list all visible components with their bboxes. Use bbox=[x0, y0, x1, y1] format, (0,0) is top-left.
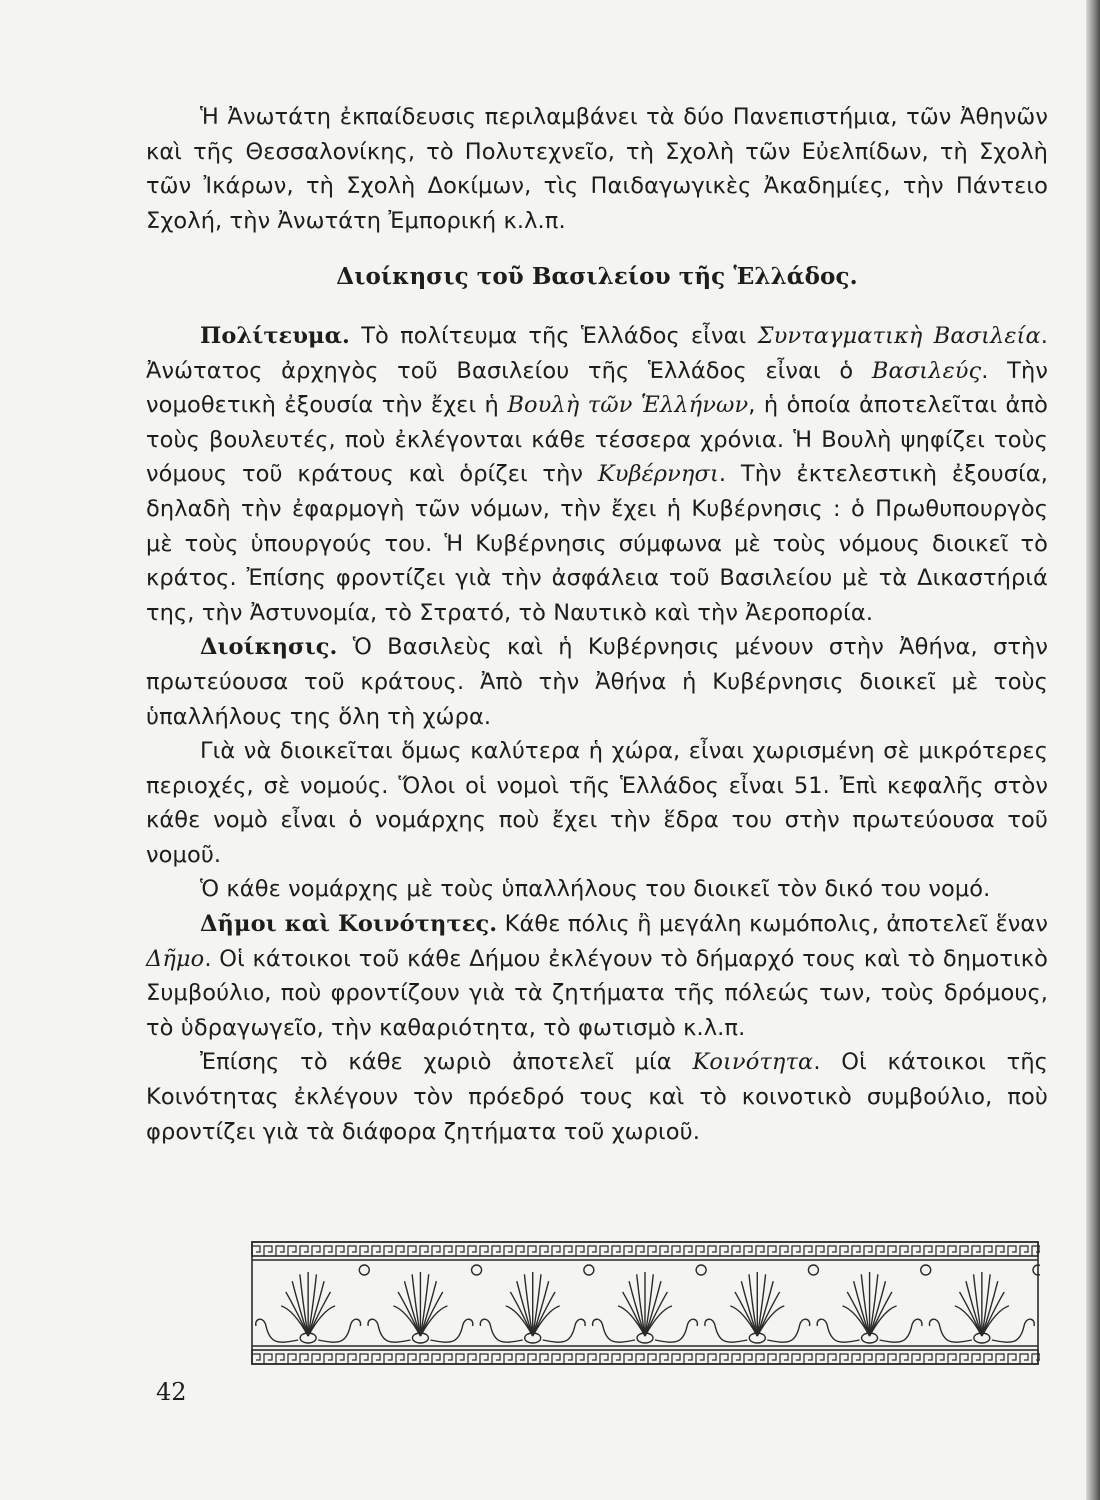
meander-segment bbox=[804, 1246, 812, 1256]
text-segment: Κάθε πόλις ἢ μεγάλη κωμόπολις, ἀποτελεῖ ἕναν bbox=[497, 911, 1048, 938]
italic-term: Βουλὴ τῶν Ἑλλήνων bbox=[507, 392, 749, 419]
meander-segment bbox=[540, 1354, 548, 1364]
meander-segment bbox=[780, 1246, 788, 1256]
meander-segment bbox=[732, 1246, 740, 1256]
meander-segment bbox=[408, 1354, 416, 1364]
text-segment: Τὸ πολίτευμα τῆς Ἑλλάδος εἶναι bbox=[349, 322, 758, 349]
meander-segment bbox=[840, 1354, 848, 1364]
meander-segment bbox=[600, 1246, 608, 1256]
meander-segment bbox=[516, 1354, 524, 1364]
meander-segment bbox=[528, 1246, 536, 1256]
meander-segment bbox=[1032, 1246, 1040, 1256]
meander-segment bbox=[816, 1246, 824, 1256]
meander-segment bbox=[372, 1246, 380, 1256]
text-segment: . Οἱ κάτοικοι τῆς Κοινότητας ἐκλέγουν τὸν πρόεδρό τους καὶ τὸ κοινοτικὸ συμβούλιο, ποὺ φροντίζει γιὰ τὰ διάφορα ζητήματα τοῦ χωριοῦ. bbox=[146, 1049, 1048, 1145]
meander-segment bbox=[444, 1354, 452, 1364]
meander-segment bbox=[384, 1354, 392, 1364]
meander-segment bbox=[756, 1246, 764, 1256]
meander-segment bbox=[468, 1354, 476, 1364]
meander-segment bbox=[1020, 1354, 1028, 1364]
paragraph-koinotita bbox=[146, 1045, 1048, 1149]
meander-segment bbox=[624, 1354, 632, 1364]
meander-segment bbox=[936, 1246, 944, 1256]
meander-segment bbox=[372, 1354, 380, 1364]
meander-segment bbox=[876, 1246, 884, 1256]
meander-segment bbox=[576, 1246, 584, 1256]
meander-segment bbox=[732, 1354, 740, 1364]
italic-term: Κοινότητα bbox=[692, 1049, 814, 1076]
paragraph-higher-education: Ἡ Ἀνωτάτη ἐκπαίδευσις περιλαμβάνει τὰ δύο Πανεπιστήμια, τῶν Ἀθηνῶν καὶ τῆς Θεσσαλονίκης, τὸ Πολυτεχνεῖο, τὴ Σχολὴ τῶν Εὐελπίδων, τὴ Σχολὴ τῶν Ἰκάρων, τὴ Σχολὴ Δοκίμων, τὶς Παιδαγωγικὲς Ἀκαδημίες, τὴν Πάντειο Σχολή, τὴν Ἀνωτάτη Ἐμπορική κ.λ.π. bbox=[146, 104, 1048, 234]
meander-segment bbox=[948, 1246, 956, 1256]
meander-segment bbox=[516, 1246, 524, 1256]
italic-term: Βασιλεύς bbox=[871, 357, 982, 384]
text-segment: , ἡ ὁποία ἀποτελεῖται ἀπὸ τοὺς βουλευτές, ποὺ ἐκλέγονται κάθε τέσσερα χρόνια. Ἡ Βουλὴ ψηφίζει τοὺς νόμους τοῦ κράτους καὶ ὁρίζει τὴν bbox=[146, 392, 1048, 488]
palmette-motif bbox=[256, 1265, 370, 1343]
meander-segment bbox=[504, 1354, 512, 1364]
meander-segment bbox=[792, 1354, 800, 1364]
palmette-motif bbox=[480, 1265, 594, 1343]
meander-segment bbox=[312, 1246, 320, 1256]
meander-segment bbox=[324, 1246, 332, 1256]
meander-segment bbox=[660, 1354, 668, 1364]
meander-segment bbox=[684, 1246, 692, 1256]
meander-segment bbox=[972, 1354, 980, 1364]
meander-segment bbox=[276, 1246, 284, 1256]
meander-segment bbox=[480, 1354, 488, 1364]
meander-segment bbox=[288, 1354, 296, 1364]
meander-segment bbox=[912, 1354, 920, 1364]
meander-segment bbox=[396, 1354, 404, 1364]
meander-segment bbox=[768, 1246, 776, 1256]
text-segment: . Τὴν νομοθετικὴ ἐξουσία τὴν ἔχει ἡ bbox=[146, 357, 1048, 419]
meander-segment bbox=[504, 1246, 512, 1256]
meander-segment bbox=[792, 1246, 800, 1256]
meander-segment bbox=[684, 1354, 692, 1364]
meander-segment bbox=[864, 1354, 872, 1364]
meander-segment bbox=[384, 1246, 392, 1256]
page-body bbox=[146, 100, 1048, 1149]
palmette-motif bbox=[705, 1265, 819, 1343]
meander-segment bbox=[708, 1246, 716, 1256]
meander-segment bbox=[576, 1354, 584, 1364]
meander-segment bbox=[816, 1354, 824, 1364]
meander-segment bbox=[636, 1246, 644, 1256]
palmette-frieze-ornament bbox=[250, 1240, 1040, 1366]
meander-segment bbox=[744, 1354, 752, 1364]
meander-segment bbox=[828, 1354, 836, 1364]
meander-segment bbox=[528, 1354, 536, 1364]
meander-segment bbox=[360, 1246, 368, 1256]
paragraph-nomoi: Γιὰ νὰ διοικεῖται ὅμως καλύτερα ἡ χώρα, εἶναι χωρισμένη σὲ μικρότερες περιοχές, σὲ νομούς. Ὅλοι οἱ νομοὶ τῆς Ἑλλάδος εἶναι 51. Ἐπὶ κεφαλῆς στὸν κάθε νομὸ εἶναι ὁ νομάρχης ποὺ ἔχει τὴν ἕδρα του στὴν πρωτεύουσα τοῦ νομοῦ. bbox=[146, 738, 1048, 868]
meander-segment bbox=[1020, 1246, 1028, 1256]
term-politeuma: Πολίτευμα. bbox=[200, 322, 350, 349]
meander-segment bbox=[456, 1354, 464, 1364]
term-dimoi: Δῆμοι καὶ Κοινότητες. bbox=[200, 911, 498, 938]
palmette-motif bbox=[593, 1265, 707, 1343]
meander-segment bbox=[900, 1246, 908, 1256]
meander-segment bbox=[720, 1246, 728, 1256]
text-segment: . Ἀνώτατος ἀρχηγὸς τοῦ Βασιλείου τῆς Ἑλλάδος εἶναι ὁ bbox=[146, 322, 1049, 384]
meander-segment bbox=[780, 1354, 788, 1364]
paragraph-dioikisis bbox=[146, 630, 1048, 734]
italic-term: Κυβέρνησι bbox=[597, 461, 719, 488]
meander-segment bbox=[936, 1354, 944, 1364]
meander-segment bbox=[924, 1354, 932, 1364]
meander-segment bbox=[648, 1246, 656, 1256]
meander-segment bbox=[972, 1246, 980, 1256]
meander-segment bbox=[456, 1246, 464, 1256]
meander-segment bbox=[900, 1354, 908, 1364]
italic-term: Δῆμο bbox=[146, 945, 205, 972]
meander-segment bbox=[960, 1354, 968, 1364]
meander-segment bbox=[828, 1246, 836, 1256]
meander-segment bbox=[876, 1354, 884, 1364]
palmette-motif bbox=[929, 1265, 1040, 1343]
meander-segment bbox=[348, 1246, 356, 1256]
meander-segment bbox=[252, 1354, 260, 1364]
meander-segment bbox=[492, 1246, 500, 1256]
meander-segment bbox=[564, 1246, 572, 1256]
meander-segment bbox=[288, 1246, 296, 1256]
meander-segment bbox=[672, 1246, 680, 1256]
page-number: 42 bbox=[156, 1378, 187, 1406]
meander-segment bbox=[1032, 1354, 1040, 1364]
meander-segment bbox=[324, 1354, 332, 1364]
text-segment: . Τὴν ἐκτελεστικὴ ἐξουσία, δηλαδὴ τὴν ἐφαρμογὴ τῶν νόμων, τὴν ἔχει ἡ Κυβέρνησις : ὁ Πρωθυπουργὸς μὲ τοὺς ὑπουργούς του. Ἡ Κυβέρνησις σύμφωνα μὲ τοὺς νόμους διοικεῖ τὸ κράτος. Ἐπίσης φροντίζει γιὰ τὴν ἀσφάλεια τοῦ Βασιλείου μὲ τὰ Δικαστήριά της, τὴν Ἀστυνομία, τὸ Στρατό, τὸ Ναυτικὸ καὶ τὴν Ἀεροπορία. bbox=[146, 461, 1048, 626]
meander-segment bbox=[852, 1246, 860, 1256]
meander-segment bbox=[804, 1354, 812, 1364]
meander-segment bbox=[312, 1354, 320, 1364]
paragraph-dimoi bbox=[146, 907, 1048, 1045]
meander-segment bbox=[672, 1354, 680, 1364]
meander-segment bbox=[612, 1354, 620, 1364]
meander-segment bbox=[840, 1246, 848, 1256]
meander-segment bbox=[960, 1246, 968, 1256]
italic-term: Συνταγματικὴ Βασιλεία bbox=[757, 322, 1041, 349]
meander-segment bbox=[588, 1354, 596, 1364]
meander-segment bbox=[636, 1354, 644, 1364]
term-dioikisis: Διοίκησις. bbox=[200, 634, 338, 661]
paragraph-politeuma bbox=[146, 319, 1048, 630]
meander-segment bbox=[480, 1246, 488, 1256]
palmette-motif bbox=[368, 1265, 482, 1343]
text-segment: Ἐπίσης τὸ κάθε χωριὸ ἀποτελεῖ μία bbox=[200, 1049, 693, 1076]
meander-segment bbox=[924, 1246, 932, 1256]
text-segment: . Οἱ κάτοικοι τοῦ κάθε Δήμου ἐκλέγουν τὸ δήμαρχό τους καὶ τὸ δημοτικὸ Συμβούλιο, ποὺ φροντίζουν γιὰ τὰ ζητήματα τῆς πόλεώς των, τοὺς δρόμους, τὸ ὑδραγωγεῖο, τὴν καθαριότητα, τὸ φωτισμὸ κ.λ.π. bbox=[146, 945, 1048, 1041]
meander-segment bbox=[1008, 1354, 1016, 1364]
meander-segment bbox=[468, 1246, 476, 1256]
meander-segment bbox=[624, 1246, 632, 1256]
paragraph-nomarchis: Ὁ κάθε νομάρχης μὲ τοὺς ὑπαλλήλους του διοικεῖ τὸν δικό του νομό. bbox=[200, 876, 991, 903]
meander-segment bbox=[432, 1246, 440, 1256]
meander-segment bbox=[864, 1246, 872, 1256]
meander-segment bbox=[336, 1354, 344, 1364]
meander-segment bbox=[360, 1354, 368, 1364]
meander-segment bbox=[696, 1354, 704, 1364]
meander-segment bbox=[420, 1246, 428, 1256]
meander-segment bbox=[300, 1354, 308, 1364]
text-segment: Ὁ Βασιλεὺς καὶ ἡ Κυβέρνησις μένουν στὴν Ἀθήνα, στὴν πρωτεύουσα τοῦ κράτους. Ἀπὸ τὴν Ἀθήνα ἡ Κυβέρνησις διοικεῖ μὲ τοὺς ὑπαλλήλους της ὅλη τὴ χώρα. bbox=[146, 634, 1048, 730]
meander-segment bbox=[336, 1246, 344, 1256]
meander-segment bbox=[1008, 1246, 1016, 1256]
meander-segment bbox=[996, 1354, 1004, 1364]
meander-segment bbox=[888, 1246, 896, 1256]
meander-segment bbox=[600, 1354, 608, 1364]
page-edge-shadow bbox=[1086, 0, 1100, 1500]
meander-segment bbox=[984, 1246, 992, 1256]
meander-segment bbox=[408, 1246, 416, 1256]
meander-segment bbox=[264, 1246, 272, 1256]
meander-segment bbox=[444, 1246, 452, 1256]
meander-segment bbox=[348, 1354, 356, 1364]
section-heading: Διοίκησις τοῦ Βασιλείου τῆς Ἑλλάδος. bbox=[336, 263, 858, 291]
meander-segment bbox=[300, 1246, 308, 1256]
meander-segment bbox=[564, 1354, 572, 1364]
meander-segment bbox=[552, 1354, 560, 1364]
meander-segment bbox=[948, 1354, 956, 1364]
meander-segment bbox=[768, 1354, 776, 1364]
meander-segment bbox=[420, 1354, 428, 1364]
meander-segment bbox=[252, 1246, 260, 1256]
meander-segment bbox=[588, 1246, 596, 1256]
meander-segment bbox=[720, 1354, 728, 1364]
palmette-motif bbox=[817, 1265, 931, 1343]
meander-segment bbox=[888, 1354, 896, 1364]
meander-segment bbox=[984, 1354, 992, 1364]
meander-segment bbox=[276, 1354, 284, 1364]
meander-segment bbox=[996, 1246, 1004, 1256]
meander-segment bbox=[612, 1246, 620, 1256]
meander-segment bbox=[852, 1354, 860, 1364]
meander-segment bbox=[708, 1354, 716, 1364]
meander-segment bbox=[648, 1354, 656, 1364]
meander-segment bbox=[492, 1354, 500, 1364]
meander-segment bbox=[432, 1354, 440, 1364]
meander-segment bbox=[912, 1246, 920, 1256]
meander-segment bbox=[540, 1246, 548, 1256]
meander-segment bbox=[264, 1354, 272, 1364]
meander-segment bbox=[756, 1354, 764, 1364]
meander-segment bbox=[744, 1246, 752, 1256]
meander-segment bbox=[552, 1246, 560, 1256]
meander-segment bbox=[696, 1246, 704, 1256]
meander-segment bbox=[660, 1246, 668, 1256]
meander-segment bbox=[396, 1246, 404, 1256]
